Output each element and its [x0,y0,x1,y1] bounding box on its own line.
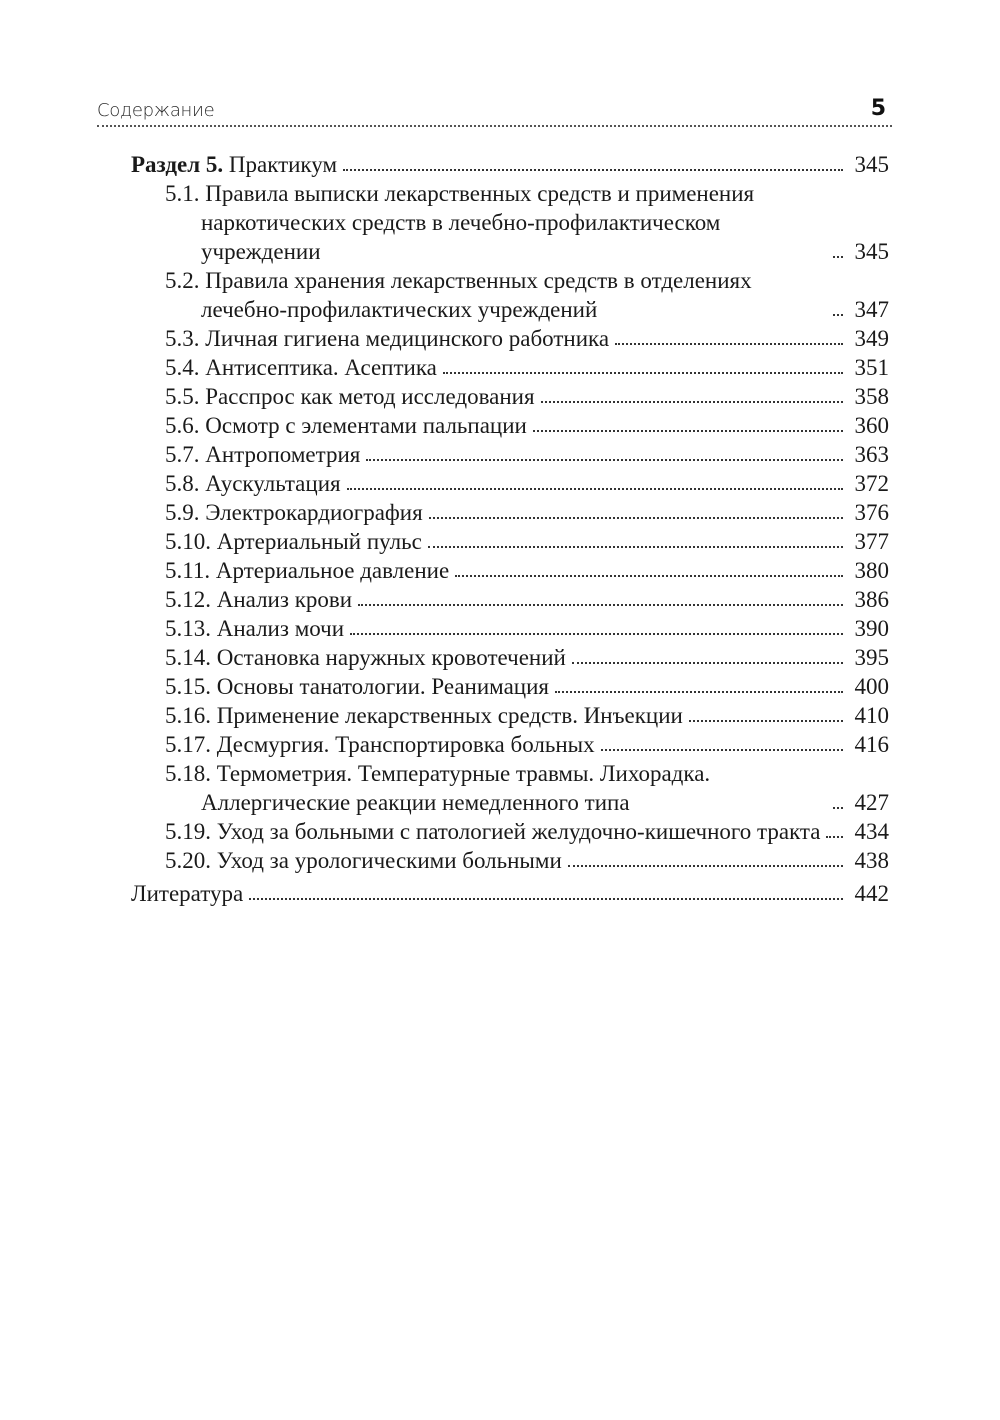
toc-entry-text [165,846,562,875]
dot-leader [455,575,843,577]
dot-leader [689,720,843,722]
toc-entry-title: Осмотр с элементами пальпации [205,413,527,438]
toc-entry-page: 358 [854,384,889,409]
toc-entry-title: Антропометрия [205,442,361,467]
dot-leader [601,749,843,751]
toc-entry-number: 5.10. [165,529,211,554]
toc-entry[interactable] [131,846,889,875]
toc-entry-page: 372 [854,471,889,496]
toc-section-text [131,150,337,179]
toc-entry-text [165,730,595,759]
dot-leader [833,807,843,809]
toc-entry-number: 5.6. [165,413,200,438]
toc-entry-text [165,266,827,324]
toc-entry-number: 5.19. [165,819,211,844]
page-number: 5 [870,96,886,121]
toc-entry-number: 5.2. [165,268,200,293]
toc-entry-text [165,382,535,411]
toc-entry-text [165,179,827,266]
toc-entry-text [165,353,437,382]
toc-entry-page: 363 [854,442,889,467]
toc-entry-text [165,440,361,469]
toc-entry-page: 434 [854,819,889,844]
dot-leader [443,372,843,374]
toc-entry-page: 345 [854,239,889,264]
dot-leader [541,401,843,403]
toc-entry-text [165,701,683,730]
toc-entry[interactable] [131,324,889,353]
toc-entry-title: Электрокардиография [205,500,423,525]
dot-leader [833,256,843,258]
toc-section-entry[interactable] [131,150,889,179]
toc-entry-title: Личная гигиена медицинского работника [205,326,610,351]
toc-entry-number: 5.3. [165,326,200,351]
dot-leader [366,459,843,461]
toc-entry-number: 5.15. [165,674,211,699]
toc-entry-title: Анализ крови [216,587,353,612]
toc-entry[interactable] [131,498,889,527]
toc-entry-text [165,817,821,846]
toc-entry-title: Артериальный пульс [216,529,422,554]
dot-leader [533,430,843,432]
toc-literature-title: Литература [131,881,244,906]
dot-leader [249,898,843,900]
running-title: Содержание [97,100,215,121]
toc-entry-title: Применение лекарственных средств. Инъекции [216,703,683,728]
dot-leader [347,488,843,490]
dot-leader [350,633,843,635]
toc-entry[interactable] [131,759,889,817]
toc-section-page: 345 [854,152,889,177]
toc-entry-title: Уход за больными с патологией желудочно-кишечного тракта [216,819,821,844]
toc-entry-number: 5.18. [165,761,211,786]
toc-entry-number: 5.11. [165,558,211,583]
toc-entry-text [165,527,422,556]
dot-leader [826,836,843,838]
toc-entry[interactable] [131,614,889,643]
toc-entry-title: Артериальное давление [215,558,450,583]
toc-entry[interactable] [131,353,889,382]
toc-entry-text [165,411,527,440]
toc-section-title: Практикум [228,152,338,177]
toc-entry-page: 347 [854,297,889,322]
toc-entry[interactable] [131,266,889,324]
toc-entry[interactable] [131,411,889,440]
toc-entry-text [165,469,341,498]
toc-literature-page: 442 [854,881,889,906]
toc-section-label: Раздел 5. [131,152,224,177]
dot-leader [429,517,843,519]
toc-entry-page: 360 [854,413,889,438]
toc-entry-title: Расспрос как метод исследования [205,384,535,409]
toc-entry-page: 351 [854,355,889,380]
toc-literature-entry[interactable] [131,879,889,908]
toc-entry-page: 427 [854,790,889,815]
toc-entry-number: 5.17. [165,732,211,757]
toc-entry-title: Десмургия. Транспортировка больных [216,732,595,757]
toc-entry-text [165,498,423,527]
toc-entry-number: 5.4. [165,355,200,380]
toc-entry-number: 5.7. [165,442,200,467]
toc-entry[interactable] [131,469,889,498]
toc-entry[interactable] [131,643,889,672]
toc-entry-page: 386 [854,587,889,612]
toc-entry[interactable] [131,440,889,469]
toc-entry[interactable] [131,382,889,411]
toc-entry-title: Аускультация [205,471,341,496]
toc-items-list [131,179,889,875]
toc-entry-page: 390 [854,616,889,641]
toc-entry[interactable] [131,179,889,266]
toc-entry-page: 380 [854,558,889,583]
toc-entry-page: 438 [854,848,889,873]
toc-entry-text [165,643,566,672]
dot-leader [358,604,843,606]
toc-entry-title: Термометрия. Температурные травмы. Лихорадка. Аллергические реакции немедленного типа [201,761,711,815]
toc-entry-number: 5.8. [165,471,200,496]
toc-entry-title: Уход за урологическими больными [216,848,562,873]
toc-entry-page: 400 [854,674,889,699]
toc-entry-page: 349 [854,326,889,351]
toc-entry-text [165,672,549,701]
toc-entry-title: Антисептика. Асептика [205,355,437,380]
toc-entry-number: 5.5. [165,384,200,409]
dot-leader [572,662,843,664]
dot-leader [615,343,843,345]
dot-leader [555,691,843,693]
toc-entry-title: Основы танатологии. Реанимация [216,674,549,699]
dot-leader [568,865,843,867]
toc-entry[interactable] [131,585,889,614]
toc-entry-number: 5.16. [165,703,211,728]
toc-entry-page: 377 [854,529,889,554]
toc-entry-page: 410 [854,703,889,728]
running-head [97,96,892,132]
table-of-contents [131,150,889,908]
toc-entry-number: 5.20. [165,848,211,873]
toc-entry-number: 5.12. [165,587,211,612]
toc-entry-page: 376 [854,500,889,525]
toc-entry-title: Анализ мочи [216,616,345,641]
toc-entry-number: 5.14. [165,645,211,670]
toc-entry-number: 5.9. [165,500,200,525]
toc-entry-text [165,759,827,817]
dot-leader [428,546,843,548]
header-dotted-rule [97,125,892,127]
toc-entry-title: Правила выписки лекарственных средств и применения наркотических средств в лечебно-профилактическом учреждении [201,181,755,264]
toc-entry[interactable] [131,527,889,556]
toc-entry-title: Правила хранения лекарственных средств в отделениях лечебно-профилактических учреждений [201,268,752,322]
toc-entry-text [165,324,610,353]
toc-entry-text [165,585,353,614]
toc-entry-page: 416 [854,732,889,757]
toc-entry-number: 5.13. [165,616,211,641]
toc-entry[interactable] [131,701,889,730]
toc-entry[interactable] [131,730,889,759]
toc-entry-page: 395 [854,645,889,670]
toc-entry[interactable] [131,556,889,585]
toc-entry-text [165,556,450,585]
toc-entry-number: 5.1. [165,181,200,206]
toc-entry-title: Остановка наружных кровотечений [216,645,566,670]
toc-entry[interactable] [131,817,889,846]
toc-entry[interactable] [131,672,889,701]
dot-leader [343,169,843,171]
toc-entry-text [165,614,345,643]
dot-leader [833,314,843,316]
